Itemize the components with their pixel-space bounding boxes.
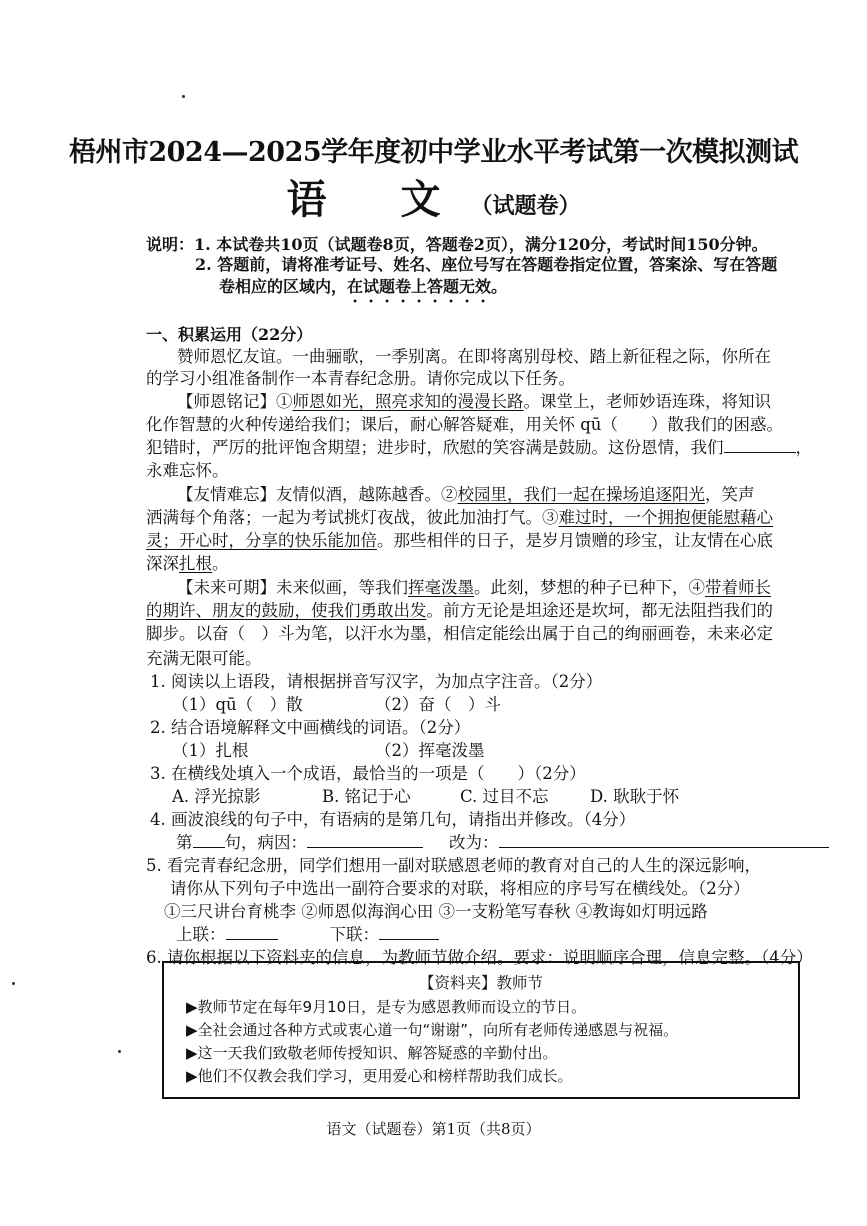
instruction-2: 2. 答题前，请将准考证号、姓名、座位号写在答题卷指定位置，答案涂、写在答题	[195, 255, 778, 274]
scan-speck	[12, 982, 15, 985]
text: 洒满每个角落；一起为考试挑灯夜战，彼此加油打气。③	[146, 508, 559, 527]
instruction-3-emphasis: 在试题卷上答题无效	[347, 277, 492, 296]
wavy-sentence-3-cont: 灵；开心时，分享的快乐能加倍	[146, 531, 377, 550]
page-footer: 语文（试题卷）第1页（共8页）	[326, 1120, 541, 1138]
question-5-options: ①三尺讲台育桃李 ②师恩似海润心田 ③一支粉笔写春秋 ④教诲如灯明远路	[164, 902, 708, 921]
para-future-line-4: 充满无限可能。	[146, 649, 262, 668]
para-future-line-1	[177, 574, 771, 598]
question-5-line-1: 5. 看完青春纪念册，同学们想用一副对联感恩老师的教育对自己的人生的深远影响，	[146, 856, 761, 875]
text: ，	[795, 438, 812, 457]
lower-couplet-blank[interactable]	[379, 925, 439, 940]
text: ，笑声	[705, 485, 755, 504]
folder-item: ▶教师节定在每年9月10日，是专为感恩教师而设立的节日。	[186, 998, 587, 1016]
underlined-word-2: 挥毫泼墨	[408, 578, 474, 597]
folder-title: 【资料夹】教师节	[418, 974, 543, 992]
idiom-blank[interactable]	[724, 438, 796, 453]
wavy-sentence-2: 校园里，我们一起在操场追逐阳光	[457, 485, 705, 504]
para-future-line-2	[146, 597, 773, 621]
para-future-line-3: 脚步。以奋（ ）斗为笔，以汗水为墨，相信定能绘出属于自己的绚丽画卷，未来必定	[146, 624, 773, 643]
exam-title: 梧州市2024—2025学年度初中学业水平考试第一次模拟测试	[68, 137, 799, 168]
para-friend-line-2	[146, 504, 773, 528]
question-5-line-2: 请你从下列句子中选出一副符合要求的对联，将相应的序号写在横线处。（2分）	[170, 879, 750, 898]
instruction-1: 1. 本试卷共10页（试题卷8页，答题卷2页），满分120分，考试时间150分钟。	[194, 235, 768, 254]
question-1: 1. 阅读以上语段，请根据拼音写汉字，为加点字注音。（2分）	[150, 672, 603, 691]
upper-couplet-blank[interactable]	[226, 925, 278, 940]
subject-heading	[0, 168, 867, 225]
question-5-answers	[176, 921, 439, 945]
text: 深深	[146, 554, 179, 573]
para-friend-line-1	[177, 481, 755, 505]
para-teacher-line-4: 永难忘怀。	[146, 461, 229, 480]
intro-line-1: 赞师恩忆友谊。一曲骊歌，一季别离。在即将离别母校、踏上新征程之际，你所在	[177, 347, 771, 366]
text: 。	[212, 554, 229, 573]
text: 。那些相伴的日子，是岁月馈赠的珍宝，让友情在心底	[377, 531, 773, 550]
text: 第	[176, 833, 193, 852]
instructions-line-3	[219, 274, 507, 306]
question-4-answer-line	[176, 829, 829, 853]
scan-speck	[118, 1050, 121, 1053]
wavy-sentence-4-cont: 的期许、朋友的鼓励，使我们勇敢出发	[146, 601, 427, 620]
question-2-part-1: （1）扎根	[172, 741, 249, 760]
instruction-3-end: 。	[491, 277, 508, 296]
para-friend-line-4	[146, 550, 229, 574]
question-4: 4. 画波浪线的句子中，有语病的是第几句，请指出并修改。（4分）	[150, 810, 636, 829]
underlined-word-1: 扎根	[179, 554, 212, 573]
question-1-part-1: （1）qū（ ）散	[172, 695, 303, 714]
text: 犯错时，严厉的批评饱含期望；进步时，欣慰的笑容满是鼓励。这份恩情，我们	[146, 438, 724, 457]
subject-name: 语 文	[286, 176, 471, 223]
subject-note: （试题卷）	[470, 193, 581, 219]
instruction-3-text: 卷相应的区域内，	[219, 277, 348, 296]
folder-item: ▶全社会通过各种方式或衷心道一句“谢谢”，向所有老师传递感恩与祝福。	[186, 1021, 679, 1039]
info-folder-box	[162, 961, 800, 1099]
instructions-label: 说明：	[146, 235, 195, 254]
intro-line-2: 的学习小组准备制作一本青春纪念册。请你完成以下任务。	[146, 369, 575, 388]
question-3-option-d: D. 耿耿于怀	[590, 787, 680, 806]
question-3-option-c: C. 过目不忘	[460, 787, 549, 806]
wavy-sentence-4: 带着师长	[705, 578, 771, 597]
question-1-part-2: （2）奋（ ）斗	[375, 695, 501, 714]
text: 【友情难忘】友情似酒，越陈越香。②	[177, 485, 458, 504]
text: 【师恩铭记】①	[177, 392, 293, 411]
text: 改为：	[449, 833, 499, 852]
text: 。课堂上，老师妙语连珠，将知识	[523, 392, 771, 411]
text: 。此刻，梦想的种子已种下，④	[474, 578, 705, 597]
text: 句，病因：	[224, 833, 307, 852]
question-2: 2. 结合语境解释文中画横线的词语。（2分）	[150, 718, 471, 737]
folder-item: ▶他们不仅教会我们学习，更用爱心和榜样帮助我们成长。	[186, 1067, 573, 1085]
para-teacher-line-2: 化作智慧的火种传递给我们；课后，耐心解答疑难，用关怀 qū（ ）散我们的困惑。	[146, 415, 783, 434]
folder-item: ▶这一天我们致敬老师传授知识、解答疑惑的辛勤付出。	[186, 1044, 558, 1062]
question-6: 6. 请你根据以下资料夹的信息，为教师节做介绍。要求：说明顺序合理，信息完整。（4分）	[146, 948, 813, 967]
reason-blank[interactable]	[307, 833, 423, 848]
lower-couplet-label: 下联：	[329, 925, 379, 944]
section-heading: 一、积累运用（22分）	[146, 325, 313, 344]
para-friend-line-3	[146, 527, 773, 551]
scan-speck	[182, 95, 185, 98]
question-3: 3. 在横线处填入一个成语，最恰当的一项是（ ）（2分）	[150, 764, 586, 783]
para-teacher-line-3	[146, 434, 812, 458]
sentence-number-blank[interactable]	[193, 833, 225, 848]
wavy-sentence-1: 师恩如光，照亮求知的漫漫长路	[292, 392, 524, 411]
upper-couplet-label: 上联：	[176, 925, 226, 944]
question-2-part-2: （2）挥毫泼墨	[375, 741, 485, 760]
correction-blank[interactable]	[499, 833, 829, 848]
text: 。前方无论是坦途还是坎坷，都无法阻挡我们的	[426, 601, 773, 620]
para-teacher-line-1	[177, 388, 771, 412]
question-3-option-a: A. 浮光掠影	[172, 787, 261, 806]
question-3-option-b: B. 铭记于心	[322, 787, 411, 806]
text: 【未来可期】未来似画，等我们	[177, 578, 408, 597]
wavy-sentence-3: 难过时，一个拥抱便能慰藉心	[558, 508, 773, 527]
